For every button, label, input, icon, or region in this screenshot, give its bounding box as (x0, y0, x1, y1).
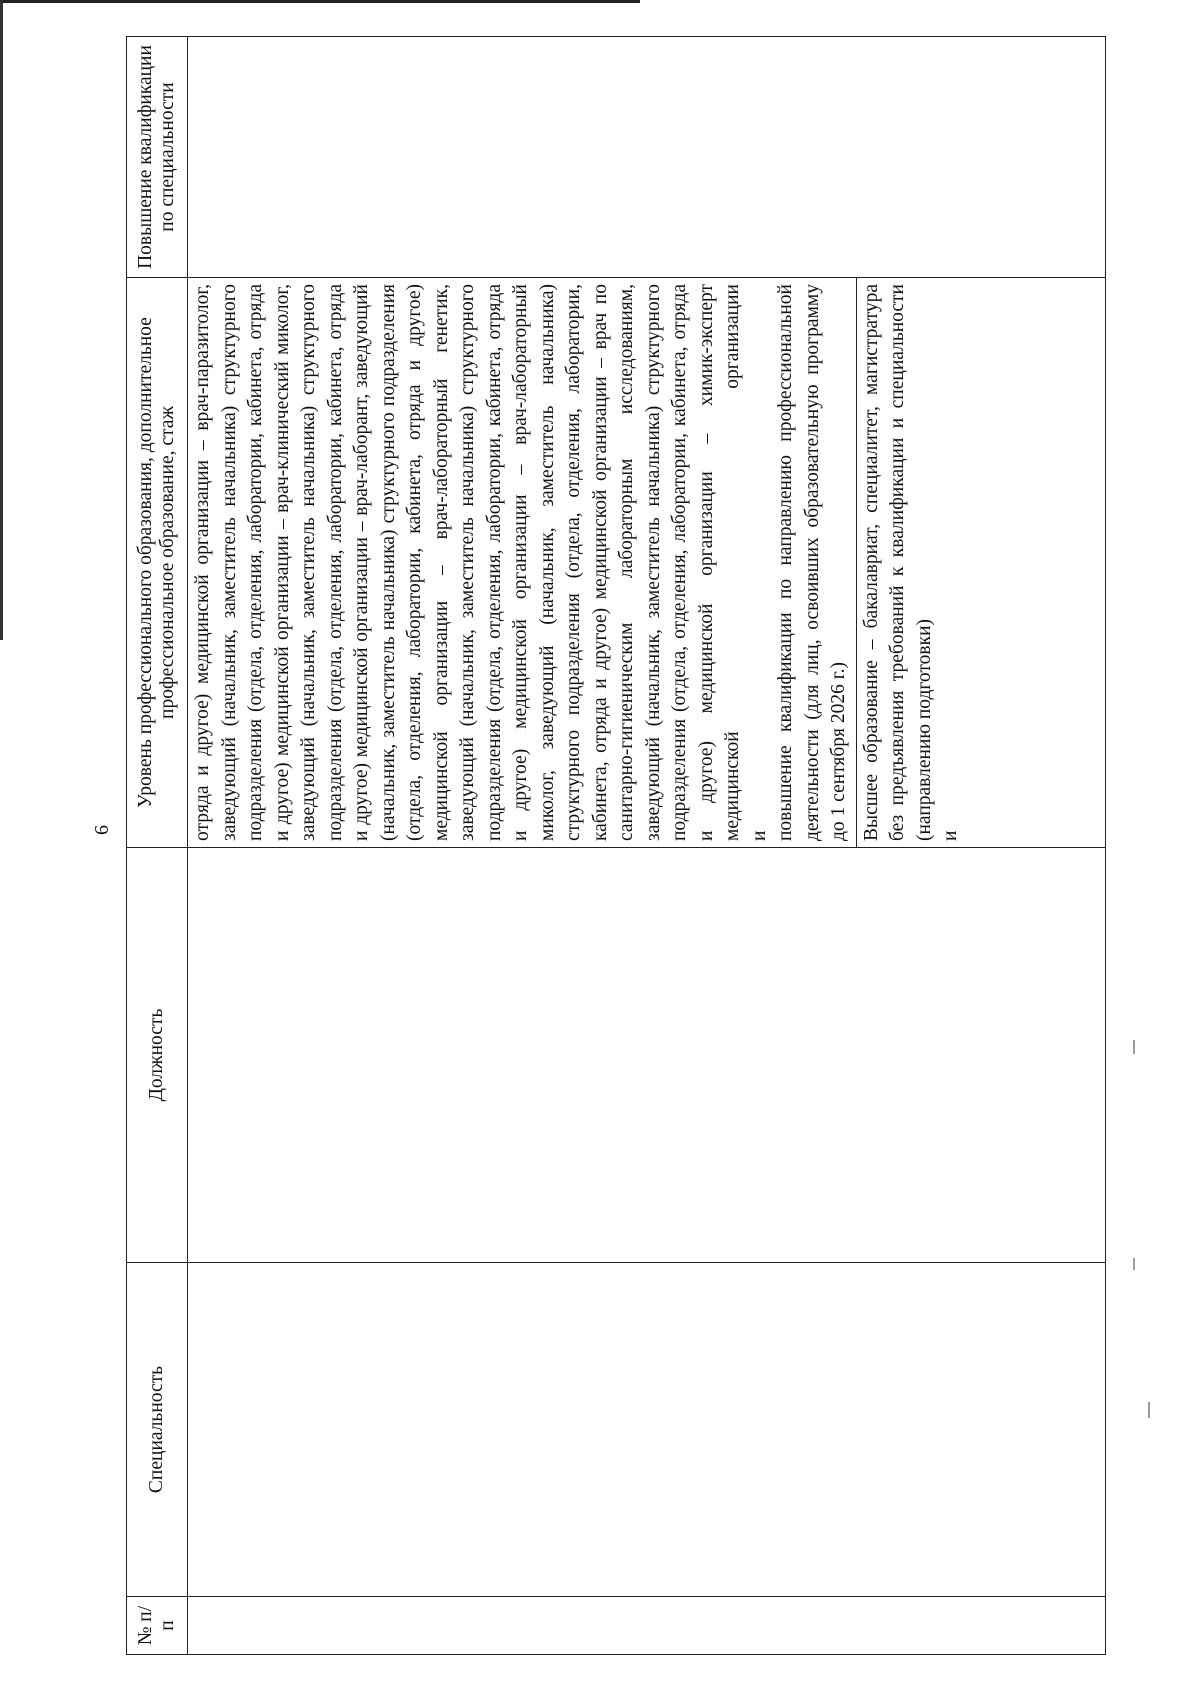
cell-qualification (188, 37, 1106, 278)
education-positions-text: отряда и другое) медицинской организации – врач-паразитолог, заведующий (начальник, заместитель начальника) структурного подразделения (отдела, отделения, лаборатории, кабинета, отряда и другое) медицинской организации – врач-клинический миколог, заведующий (начальник, заместитель начальника) структурного подразделения (отдела, отделения, лаборатории, кабинета, отряда и другое) медицинской организации – врач-лаборант, заведующий (начальник, заместитель начальника) структурного подразделения (отдела, отделения, лаборатории, кабинета, отряда и другое) медицинской организации – врач-лабораторный генетик, заведующий (начальник, заместитель начальника) структурного подразделения (отдела, отделения, лаборатории, кабинета, отряда и другое) медицинской организации – врач-лабораторный миколог, заведующий (начальник, заместитель начальника) структурного подразделения (отдела, отделения, лаборатории, кабинета, отряда и другое) медицинской организации – врач по санитарно-гигиеническим лабораторным исследованиям, заведующий (начальник, заместитель начальника) структурного подразделения (отдела, отделения, лаборатории, кабинета, отряда и другое) медицинской организации – химик-эксперт медицинской организации (192, 284, 743, 841)
header-qualification: Повышение квалификации по специальности (127, 37, 188, 278)
education-block-2 (857, 278, 967, 847)
scan-speck (1148, 1402, 1150, 1418)
education-training-text: повышение квалификации по направлению профессиональной деятельности (для лиц, освоивших образовательную программу до 1 сентября 2026 г.) (775, 284, 849, 841)
education-conjunction: и (940, 830, 961, 841)
scan-edge-top (0, 0, 640, 3)
scan-edge-left (0, 0, 3, 640)
page-number: 6 (91, 825, 113, 835)
qualification-table (126, 36, 1106, 1655)
cell-num (188, 1597, 1106, 1655)
cell-specialty (188, 1263, 1106, 1597)
cell-education (188, 278, 1106, 848)
scan-speck (1133, 1258, 1135, 1270)
education-conjunction: и (748, 830, 770, 841)
scan-speck (1133, 1040, 1135, 1054)
header-num: № п/п (127, 1597, 188, 1655)
rotated-table-container (126, 37, 1106, 1655)
cell-position (188, 848, 1106, 1263)
education-block-1 (188, 278, 857, 847)
header-position: Должность (127, 848, 188, 1263)
table-row (188, 37, 1106, 1655)
header-specialty: Специальность (127, 1263, 188, 1597)
table-header-row (127, 37, 188, 1655)
education-degree-text: Высшее образование – бакалавриат, специалитет, магистратура без предъявления требований к квалификации и специальности (направлению подготовки) (860, 284, 935, 841)
header-education: Уровень профессионального образования, дополнительное профессиональное образование, стаж (127, 278, 188, 848)
